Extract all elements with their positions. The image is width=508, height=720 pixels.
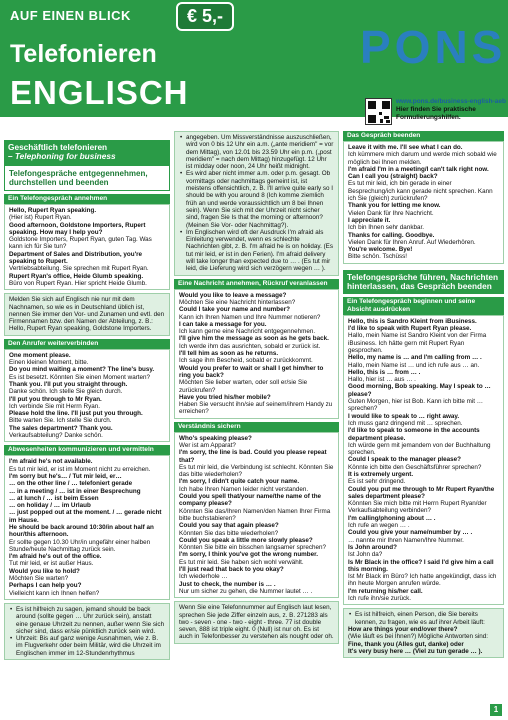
- title-language: ENGLISCH: [10, 74, 189, 111]
- subsection-heading: Abwesenheiten kommunizieren und vermitteln: [4, 445, 170, 455]
- series-label: AUF EINEN BLICK: [10, 8, 131, 23]
- phrase-list: Hello, Rupert Ryan speaking. (Hier ist) Rupert Ryan. Good afternoon, Goldstone Importers, Rupert speaking. How may I help you? Goldstone Importers, Rupert Ryan, guten Tag. Was kann ich für Sie tun? Department of Sales and Distribution, you're speaking to Rupert. Vertriebsabteilung. Sie sprechen mit Rupert Ryan. Rupert Ryan's office, Heide Glumb speaking. Büro von Rupert Ryan. Hier spricht Heide Glumb.: [4, 204, 170, 290]
- subsection-heading: Eine Nachricht annehmen, Rückruf veranlassen: [174, 279, 339, 289]
- section-title: Telefongespräche entgegennehmen, durchstellen und beenden: [4, 165, 170, 191]
- column-3: [343, 131, 504, 720]
- tip-box: • angegeben. Um Missverständnisse auszuschließen, wird von 0 bis 12 Uhr ein a.m. („ante meridiem" = vor dem Mittag), von 12.01 bis 23.59 Uhr ein p.m. („post meridiem" = nach dem Mittag) hinzugefügt. 12 Uhr ist midday oder noon, 24 Uhr heißt midnight. • Es wird aber nicht immer a.m. oder p.m. gesagt. Ob vormittags oder nachmittags gemeint ist, ist meistens offensichtlich, z. B. I'll arrive quite early so I should be with you around 8 (Ich komme ziemlich früh an und werde voraussichtlich um 8 bei Ihnen sein). Wenn Sie sich mit der Uhrzeit nicht sicher sind, fragen Sie Is that the morning or afternoon? (Meinen Sie Vor- oder Nachmittag?). • Im Englischen wird oft der Ausdruck I'm afraid als Einleitung verwendet, wenn es schlechte Nachrichten gibt, z. B. I'm afraid he is on holiday. (Es tut mir leid, er ist in den Ferien). I'm afraid delivery will take longer than expected due to … . (Es tut mir leid, die Lieferung wird sich verzögern wegen … ).: [174, 131, 339, 276]
- phrase-list: Who's speaking please? Wer ist am Apparat? I'm sorry, the line is bad. Could you please repeat that? Es tut mir leid, die Verbindung ist schlecht. Könnten Sie das bitte wiederholen? I'm sorry, I didn't quite catch your name. Ich habe Ihren Namen leider nicht verstanden. Could you spell that/your name/the name of the company please? Könnten Sie das/Ihren Namen/den Namen Ihrer Firma bitte buchstabieren? Could you say that again please? Könnten Sie das bitte wiederholen? Could you speak a little more slowly please? Könnten Sie bitte ein bisschen langsamer sprechen? I'm sorry, I think you've got the wrong number. Es tut mir leid. Sie haben sich wohl verwählt. I'll just read that back to you okay? Ich wiederhole … Just to check, the number is … . Nur um sicher zu gehen, die Nummer lautet … .: [174, 432, 339, 599]
- subsection-heading: Verständnis sichern: [174, 422, 339, 432]
- phrase-list: Hello, this is Sandro Kleint from iBusiness. I'd like to speak with Rupert Ryan please. Hallo, mein Name ist Sandro Kleint von der Firma iBusiness. Ich hätte gern mit Rupert Ryan gesprochen. Hello, my name is … and I'm calling from … . Hallo, mein Name ist … und ich rufe aus … an. Hello, this is … from … . Hallo, hier ist … aus … . Good morning, Bob speaking. May I speak to … please? Guten Morgen, hier ist Bob. Kann ich bitte mit … sprechen? I would like to speak to … right away. Ich muss ganz dringend mit … sprechen. I'd like to speak to someone in the accounts department please. Ich würde gern mit jemandem von der Buchhaltung sprechen. Could I speak to the manager please? Könnte ich bitte den Geschäftsführer sprechen? It is extremely urgent. Es ist sehr dringend. Could you put me through to Mr Rupert Ryan/the sales department please? Könnten Sie mich bitte mit Herrn Rupert Ryan/der Verkaufsabteilung verbinden? I'm calling/phoning about … . Ich rufe an wegen … . Could you give your name/number by … . … nannte mir Ihren Namen/Ihre Nummer. Is John around? Ist John da? Is Mr Black in the office? I said I'd give him a call this morning. Ist Mr Black im Büro? Ich hatte angekündigt, dass ich ihn heute Morgen anrufen würde. I'm returning his/her call. Ich rufe ihn/sie zurück.: [343, 315, 504, 606]
- subsection-heading: Ein Telefongespräch beginnen und seine Absicht ausdrücken: [343, 297, 504, 315]
- pons-logo: PONS: [360, 21, 507, 73]
- subsection-heading: Ein Telefongespräch annehmen: [4, 194, 170, 204]
- phrase-list: Would you like to leave a message? Möchten Sie eine Nachricht hinterlassen? Could I take your name and number? Kann ich Ihren Namen und Ihre Nummer notieren? I can take a message for you. Ich kann gerne eine Nachricht entgegennehmen. I'll give him the message as soon as he gets back. Ich werde ihm das ausrichten, sobald er zurück ist. I'll tell him as soon as he returns. Ich sage ihm Bescheid, sobald er zurückkommt. Would you prefer to wait or shall I get him/her to ring you back? Möchten Sie lieber warten, oder soll er/sie Sie zurückrufen? Have you tried his/her mobile? Haben Sie versucht ihn/sie auf seinem/ihrem Handy zu erreichen?: [174, 289, 339, 419]
- phrase-list: One moment please. Einen kleinen Moment, bitte. Do you mind waiting a moment? The line's busy. Es ist besetzt. Könnten Sie einen Moment warten? Thank you. I'll put you straight through. Danke schön. Ich stelle Sie gleich durch. I'll put you through to Mr Ryan. Ich verbinde Sie mit Herrn Ryan. Please hold the line. I'll just put you through. Bitte warten Sie. Ich stelle Sie durch. The sales department? Thank you. Verkaufsabteilung? Danke schön.: [4, 349, 170, 443]
- qr-caption: www.pons.de/business-english-aeb Hier finden Sie praktische Formulierungshilfen.: [396, 98, 506, 121]
- phrase-list: Leave it with me. I'll see what I can do. Ich kümmere mich darum und werde mich sobald wie möglich bei Ihnen melden. I'm afraid I'm in a meeting/I can't talk right now. Can I call you (straight) back? Es tut mir leid, ich bin gerade in einer Besprechung/ich kann gerade nicht sprechen. Kann ich Sie (gleich) zurückrufen? Thank you for letting me know. Vielen Dank für Ihre Nachricht. I appreciate it. Ich bin Ihnen sehr dankbar. Thanks for calling. Goodbye. Vielen Dank für Ihren Anruf. Auf Wiederhören. You're welcome. Bye! Bitte schön. Tschüss!: [343, 141, 504, 264]
- phrase-list: I'm afraid he's not available. Es tut mir leid, er ist im Moment nicht zu erreichen. I'm sorry but he's… / Tut mir leid, er… … on the other line / … telefoniert gerade … in a meeting / … ist in einer Besprechung … at lunch / … ist beim Essen … on holiday / … im Urlaub … just popped out at the moment. / … gerade nicht im Hause. He should be back around 10:30/in about half an hour/this afternoon. Er sollte gegen 10.30 Uhr/in ungefähr einer halben Stunde/heute Nachmittag zurück sein. I'm afraid he's out of the office. Tut mir leid, er ist außer Haus. Would you like to hold? Möchten Sie warten? Perhaps I can help you? Vielleicht kann ich Ihnen helfen?: [4, 455, 170, 600]
- section-heading: Telefongespräche führen, Nachrichten hinterlassen, das Gespräch beenden: [343, 270, 504, 294]
- pons-url-link[interactable]: www.pons.de/business-english-aeb: [396, 98, 506, 105]
- price-badge: € 5,-: [176, 2, 234, 31]
- page-number: 1: [490, 704, 502, 716]
- tip-box: • Es ist hilfreich, einen Person, die Sie bereits kennen, zu fragen, wie es auf ihrer Arbeit läuft: How are things your end/over there? (Wie läuft es bei Ihnen?) Mögliche Antworten sind: Fine, thank you (Alles gut, danke) oder It's very busy here … (Viel zu tun gerade … ).: [343, 608, 504, 658]
- tip-box: • Es ist hilfreich zu sagen, jemand should be back around (sollte gegen … Uhr zurück sein), anstatt eine genaue Uhrzeit zu nennen, außer wenn Sie sich sicher sind, dass er/sie pünktlich zurück sein wird. • Uhrzeit: Bis auf ganz wenige Ausnahmen, wie z. B. im Flugverkehr oder beim Militär, wird die Uhrzeit im Englischen immer im 12-Stundenrhythmus: [4, 603, 170, 660]
- column-heading: Geschäftlich telefonieren – Telephoning for business: [4, 140, 170, 165]
- column-2: [174, 131, 339, 720]
- tip-box: Wenn Sie eine Telefonnummer auf Englisch laut lesen, sprechen Sie jede Ziffer einzeln aus, z. B. 271283 als two - seven - one - two - eight - three. 77 ist double seven, 888 ist triple eight. 0 (Null) ist nur oh. Es ist auch in Telefonbesser zu verstehen als nought oder oh.: [174, 601, 339, 643]
- subsection-heading: Den Anrufer weiterverbinden: [4, 339, 170, 349]
- title-main: Telefonieren: [10, 40, 157, 68]
- subsection-heading: Das Gespräch beenden: [343, 131, 504, 141]
- tip-box: Melden Sie sich auf Englisch nie nur mit dem Nachnamen, so wie es in Deutschland üblich ist, nennen Sie immer den Vor- und Zunamen und evtl. den Firmennamen bzw. den Namen der Abteilung, z. B.: Hello, Rupert Ryan speaking, Goldstone Importers.: [4, 293, 170, 335]
- column-1: [4, 140, 170, 720]
- qr-code-icon[interactable]: [365, 98, 392, 125]
